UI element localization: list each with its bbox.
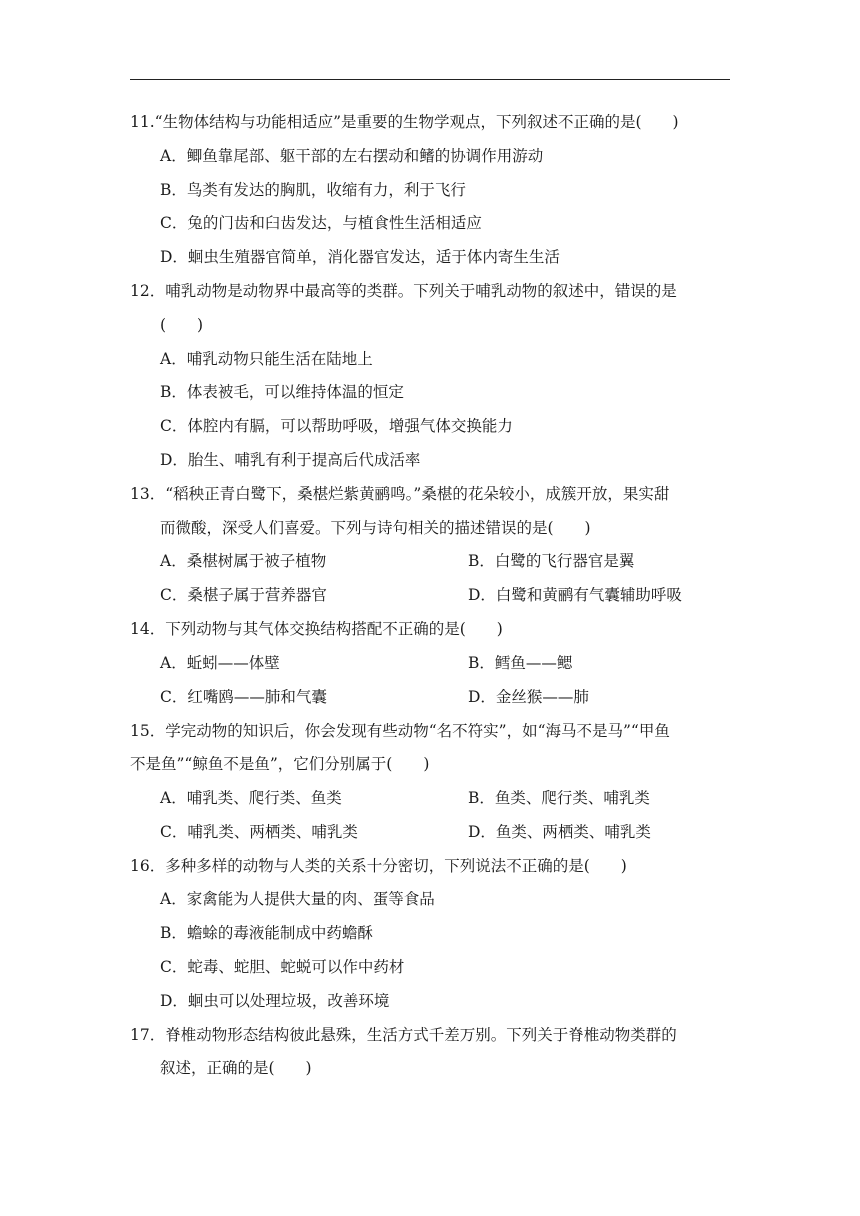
question-14-stem: 14．下列动物与其气体交换结构搭配不正确的是( ): [130, 620, 503, 638]
question-11-option-c: C．兔的门齿和臼齿发达，与植食性生活相适应: [160, 214, 482, 232]
question-14-option-a: A．蚯蚓——体壁: [160, 654, 280, 672]
question-13-option-b: B．白鹭的飞行器官是翼: [468, 552, 635, 570]
question-13-stem-continued: 而微酸，深受人们喜爱。下列与诗句相关的描述错误的是( ): [160, 519, 591, 537]
question-15-option-b: B．鱼类、爬行类、哺乳类: [468, 789, 650, 807]
question-14-option-d: D．金丝猴——肺: [468, 688, 589, 706]
question-17-stem: 17．脊椎动物形态结构彼此悬殊，生活方式千差万别。下列关于脊椎动物类群的: [130, 1026, 677, 1044]
question-15-stem: 15．学完动物的知识后，你会发现有些动物“名不符实”，如“海马不是马”“甲鱼: [130, 722, 670, 740]
question-14-option-c: C．红嘴鸥——肺和气囊: [160, 688, 327, 706]
question-13-option-d: D．白鹭和黄鹂有气囊辅助呼吸: [468, 586, 682, 604]
question-15-option-d: D．鱼类、两栖类、哺乳类: [468, 823, 651, 841]
question-12-option-c: C．体腔内有膈，可以帮助呼吸，增强气体交换能力: [160, 417, 513, 435]
question-11-option-a: A．鲫鱼靠尾部、躯干部的左右摆动和鳍的协调作用游动: [160, 147, 544, 165]
question-15-stem-continued: 不是鱼”“鲸鱼不是鱼”，它们分别属于( ): [130, 755, 430, 773]
question-11-stem: 11.“生物体结构与功能相适应”是重要的生物学观点，下列叙述不正确的是( ): [130, 113, 679, 131]
question-11-option-d: D．蛔虫生殖器官简单，消化器官发达，适于体内寄生生活: [160, 248, 560, 266]
question-15-option-c: C．哺乳类、两栖类、哺乳类: [160, 823, 358, 841]
question-11-option-b: B．鸟类有发达的胸肌，收缩有力，利于飞行: [160, 181, 466, 199]
question-16-option-b: B．蟾蜍的毒液能制成中药蟾酥: [160, 924, 373, 942]
question-17-stem-continued: 叙述，正确的是( ): [160, 1059, 312, 1077]
question-15-option-a: A．哺乳类、爬行类、鱼类: [160, 789, 342, 807]
question-13-stem: 13．“稻秧正青白鹭下，桑椹烂紫黄鹂鸣。”桑椹的花朵较小，成簇开放，果实甜: [130, 485, 670, 503]
question-13-option-a: A．桑椹树属于被子植物: [160, 552, 327, 570]
question-12-stem-continued: ( ): [160, 316, 204, 334]
question-16-option-a: A．家禽能为人提供大量的肉、蛋等食品: [160, 890, 435, 908]
question-12-stem: 12．哺乳动物是动物界中最高等的类群。下列关于哺乳动物的叙述中，错误的是: [130, 282, 677, 300]
question-16-stem: 16．多种多样的动物与人类的关系十分密切，下列说法不正确的是( ): [130, 857, 627, 875]
question-13-option-c: C．桑椹子属于营养器官: [160, 586, 327, 604]
question-12-option-b: B．体表被毛，可以维持体温的恒定: [160, 383, 404, 401]
question-16-option-c: C．蛇毒、蛇胆、蛇蜕可以作中药材: [160, 958, 405, 976]
question-14-option-b: B．鳕鱼——鳃: [468, 654, 573, 672]
question-16-option-d: D．蛔虫可以处理垃圾，改善环境: [160, 992, 390, 1010]
question-12-option-d: D．胎生、哺乳有利于提高后代成活率: [160, 451, 421, 469]
header-rule: [130, 79, 730, 80]
question-12-option-a: A．哺乳动物只能生活在陆地上: [160, 350, 373, 368]
